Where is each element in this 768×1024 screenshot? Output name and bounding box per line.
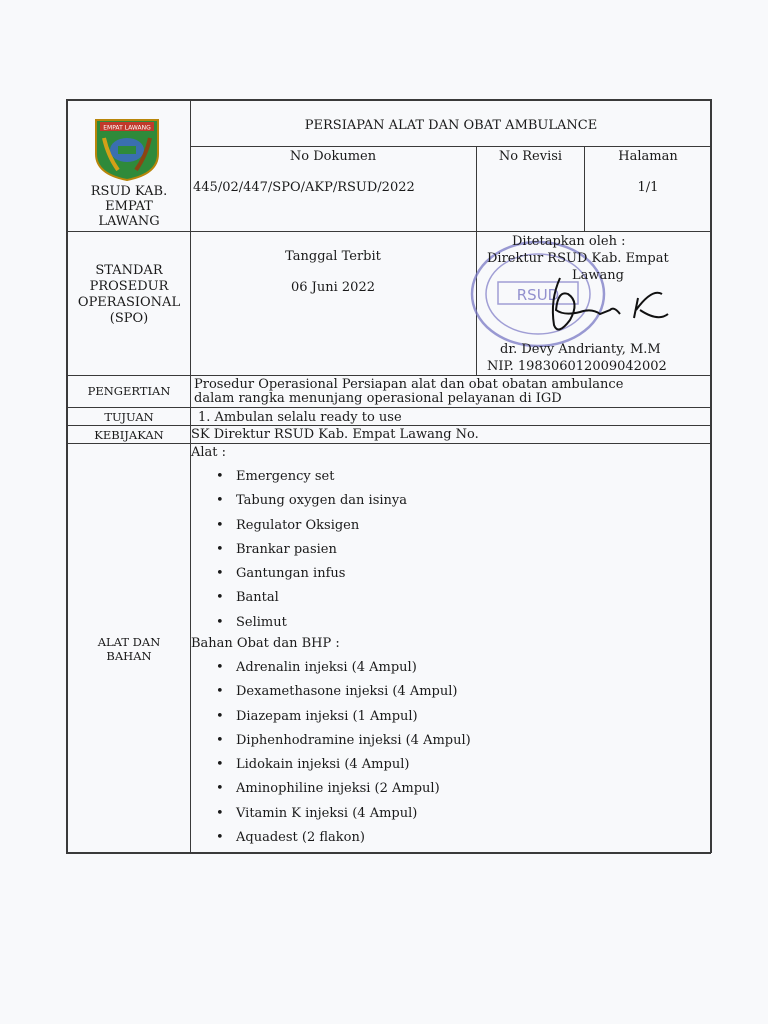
bahan-item: • Vitamin K injeksi (4 Ampul) — [192, 806, 471, 830]
institution-line-3: LAWANG — [98, 214, 160, 229]
logo-text: EMPAT LAWANG — [103, 124, 151, 132]
tujuan-text: 1. Ambulan selalu ready to use — [198, 410, 402, 425]
kebijakan-text: SK Direktur RSUD Kab. Empat Lawang No. — [191, 427, 479, 442]
alat-item: • Brankar pasien — [192, 542, 407, 566]
bahan-item: • Lidokain injeksi (4 Ampul) — [192, 757, 471, 781]
page-value: 1/1 — [637, 180, 659, 195]
bahan-item: • Adrenalin injeksi (4 Ampul) — [192, 660, 471, 684]
bahan-item: • Dexamethasone injeksi (4 Ampul) — [192, 684, 471, 708]
row-divider-pengertian — [66, 407, 711, 408]
bahan-heading: Bahan Obat dan BHP : — [191, 636, 340, 651]
table-border-right — [710, 99, 712, 853]
alat-item: • Tabung oxygen dan isinya — [192, 493, 407, 517]
institution-line-2: EMPAT — [105, 199, 153, 214]
page-label: Halaman — [618, 149, 678, 164]
table-border-top — [66, 99, 711, 101]
approval-line-2: Direktur RSUD Kab. Empat — [487, 251, 669, 266]
pengertian-line-1: Prosedur Operasional Persiapan alat dan obat obatan ambulance — [194, 377, 624, 392]
pengertian-line-2: dalam rangka menunjang operasional pelayanan di IGD — [194, 391, 562, 406]
rsud-logo — [92, 116, 162, 182]
bahan-item: • Diazepam injeksi (1 Ampul) — [192, 709, 471, 733]
alat-item: • Selimut — [192, 615, 407, 639]
alat-heading: Alat : — [191, 445, 227, 460]
alat-item: • Gantungan infus — [192, 566, 407, 590]
alat-bahan-label-line-1: ALAT DAN — [97, 635, 161, 649]
issue-date-label: Tanggal Terbit — [285, 249, 381, 264]
table-border-left — [66, 99, 68, 853]
spo-label-line-3: OPERASIONAL — [77, 295, 181, 310]
alat-bahan-label-line-2: BAHAN — [106, 649, 152, 663]
spo-label-line-4: (SPO) — [109, 311, 149, 326]
bahan-item: • Aminophiline injeksi (2 Ampul) — [192, 781, 471, 805]
bahan-item: • Aquadest (2 flakon) — [192, 830, 471, 854]
spo-label-line-2: PROSEDUR — [89, 279, 169, 294]
revision-label: No Revisi — [498, 149, 563, 164]
kebijakan-label: KEBIJAKAN — [94, 428, 164, 442]
institution-line-1: RSUD KAB. — [90, 184, 168, 199]
approval-line-1: Ditetapkan oleh : — [512, 234, 626, 249]
pengertian-label: PENGERTIAN — [87, 384, 171, 398]
tujuan-label: TUJUAN — [104, 410, 154, 424]
doc-number-value: 445/02/447/SPO/AKP/RSUD/2022 — [193, 180, 415, 195]
official-nip: NIP. 198306012009042002 — [487, 359, 667, 374]
stamp-text: RSUD — [516, 286, 560, 304]
official-name: dr. Devy Andrianty, M.M — [500, 342, 661, 357]
row-divider-tujuan — [66, 425, 711, 426]
doc-number-label: No Dokumen — [289, 149, 377, 164]
alat-list — [192, 469, 407, 639]
row-divider-title — [190, 146, 711, 147]
row-divider-kebijakan — [66, 443, 711, 444]
spo-label-line-1: STANDAR — [95, 263, 163, 278]
bahan-item: • Diphenhodramine injeksi (4 Ampul) — [192, 733, 471, 757]
signature — [540, 270, 680, 340]
approval-line-3: Lawang — [572, 268, 624, 283]
alat-item: • Regulator Oksigen — [192, 518, 407, 542]
col-divider-main — [190, 99, 191, 853]
row-divider-header — [66, 231, 711, 232]
col-divider-rev — [584, 146, 585, 232]
alat-item: • Bantal — [192, 590, 407, 614]
bahan-list — [192, 660, 471, 854]
document-title: PERSIAPAN ALAT DAN OBAT AMBULANCE — [304, 118, 598, 133]
alat-item: • Emergency set — [192, 469, 407, 493]
row-divider-spo — [66, 375, 711, 376]
issue-date-value: 06 Juni 2022 — [290, 280, 375, 295]
